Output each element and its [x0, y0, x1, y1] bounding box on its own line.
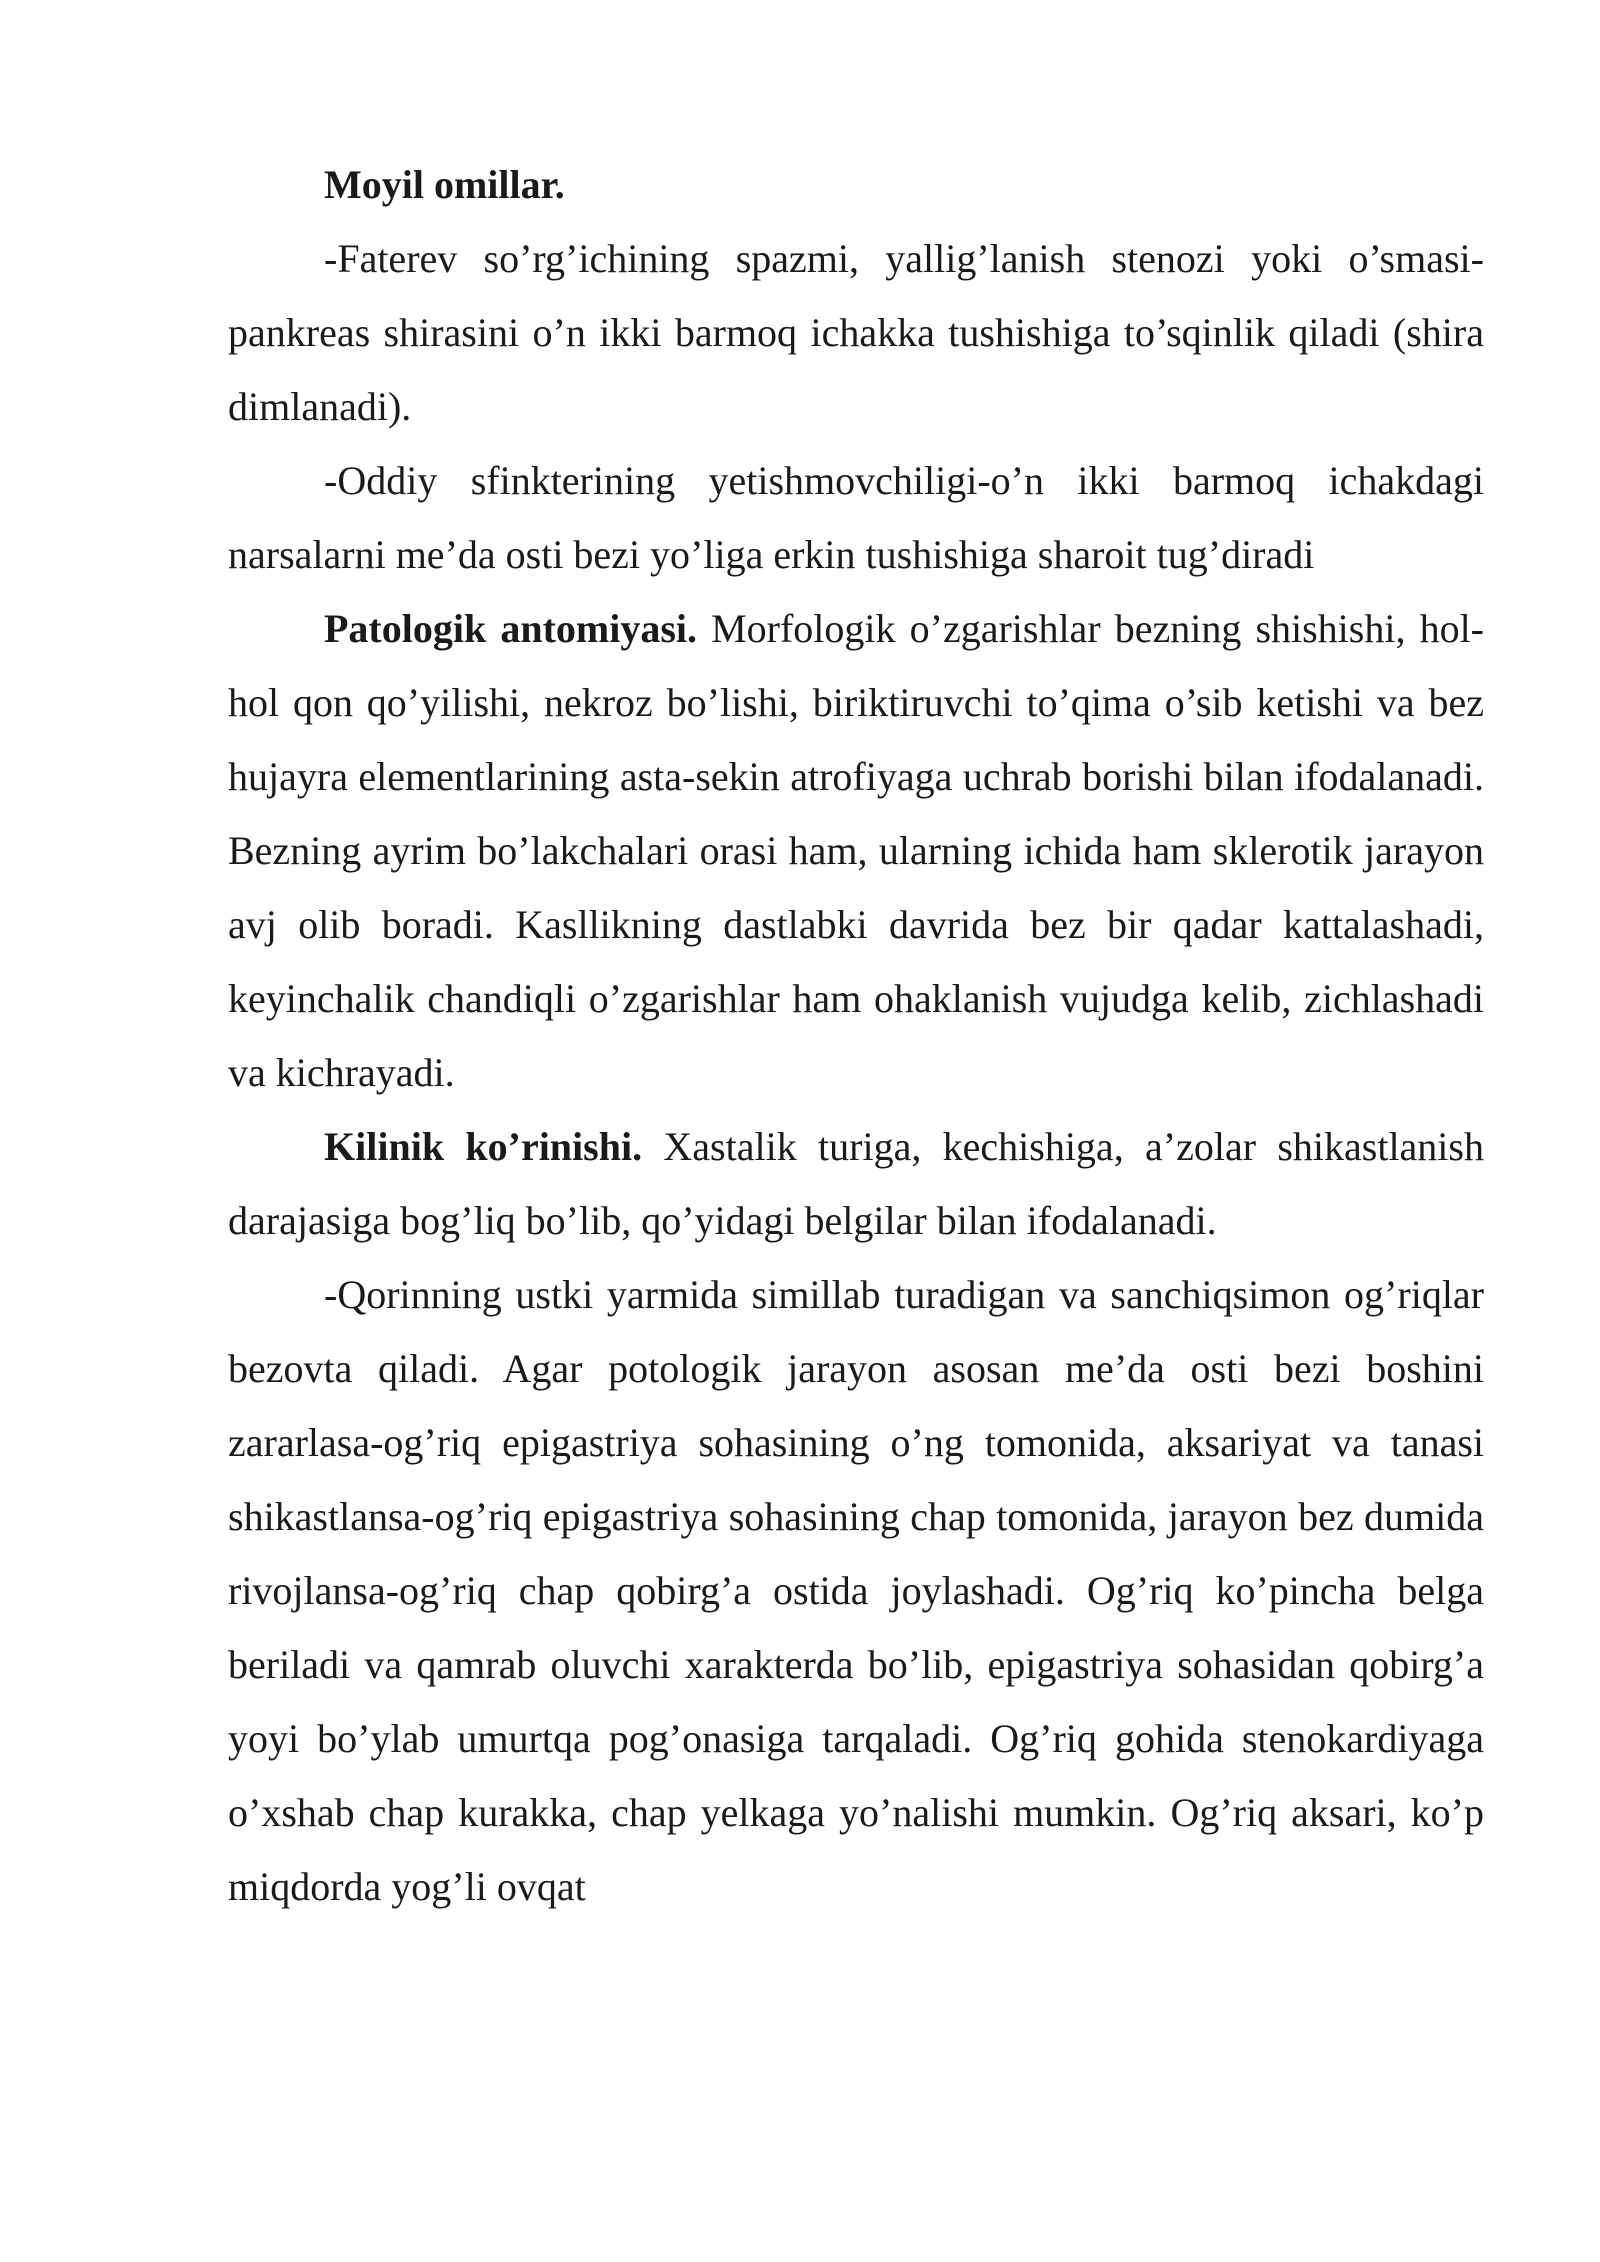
- paragraph-patologik-anatomiyasi: [228, 592, 1484, 1110]
- heading-moyil-omillar: Moyil omillar.: [324, 162, 565, 207]
- paragraph-faterev: [228, 222, 1484, 444]
- paragraph-qorinning-ustki: [228, 1258, 1484, 1924]
- paragraph-oddiy-sfinkter: [228, 444, 1484, 592]
- paragraph-moyil-omillar: [228, 148, 1484, 222]
- heading-patologik-antomiyasi: Patologik antomiyasi.: [324, 606, 697, 651]
- paragraph-kilinik-korinishi: [228, 1110, 1484, 1258]
- paragraph-text: -Faterev so’rg’ichining spazmi, yallig’lanish stenozi yoki o’smasi-pankreas shirasini o’n ikki barmoq ichakka tushishiga to’sqinlik qiladi (shira dimlanadi).: [228, 236, 1484, 429]
- document-page: [228, 148, 1484, 1924]
- heading-kilinik-korinishi: Kilinik ko’rinishi.: [324, 1124, 643, 1169]
- paragraph-text: Morfologik o’zgarishlar bezning shishishi, hol-hol qon qo’yilishi, nekroz bo’lishi, biriktiruvchi to’qima o’sib ketishi va bez hujayra elementlarining asta-sekin atrofiyaga uchrab borishi bilan ifodalanadi. Bezning ayrim bo’lakchalari orasi ham, ularning ichida ham sklerotik jarayon avj olib boradi. Kasllikning dastlabki davrida bez bir qadar kattalashadi, keyinchalik chandiqli o’zgarishlar ham ohaklanish vujudga kelib, zichlashadi va kichrayadi.: [228, 606, 1485, 1095]
- paragraph-text: -Oddiy sfinkterining yetishmovchiligi-o’n ikki barmoq ichakdagi narsalarni me’da osti bezi yo’liga erkin tushishiga sharoit tug’diradi: [228, 458, 1484, 577]
- paragraph-text: Xastalik turiga, kechishiga, a’zolar shikastlanish darajasiga bog’liq bo’lib, qo’yidagi belgilar bilan ifodalanadi.: [228, 1124, 1484, 1243]
- paragraph-text: -Qorinning ustki yarmida simillab turadigan va sanchiqsimon og’riqlar bezovta qiladi. Agar potologik jarayon asosan me’da osti bezi boshini zararlasa-og’riq epigastriya sohasining o’ng tomonida, aksariyat va tanasi shikastlansa-og’riq epigastriya sohasining chap tomonida, jarayon bez dumida rivojlansa-og’riq chap qobirg’a ostida joylashadi. Og’riq ko’pincha belga beriladi va qamrab oluvchi xarakterda bo’lib, epigastriya sohasidan qobirg’a yoyi bo’ylab umurtqa pog’onasiga tarqaladi. Og’riq gohida stenokardiyaga o’xshab chap kurakka, chap yelkaga yo’nalishi mumkin. Og’riq aksari, ko’p miqdorda yog’li ovqat: [228, 1272, 1484, 1909]
